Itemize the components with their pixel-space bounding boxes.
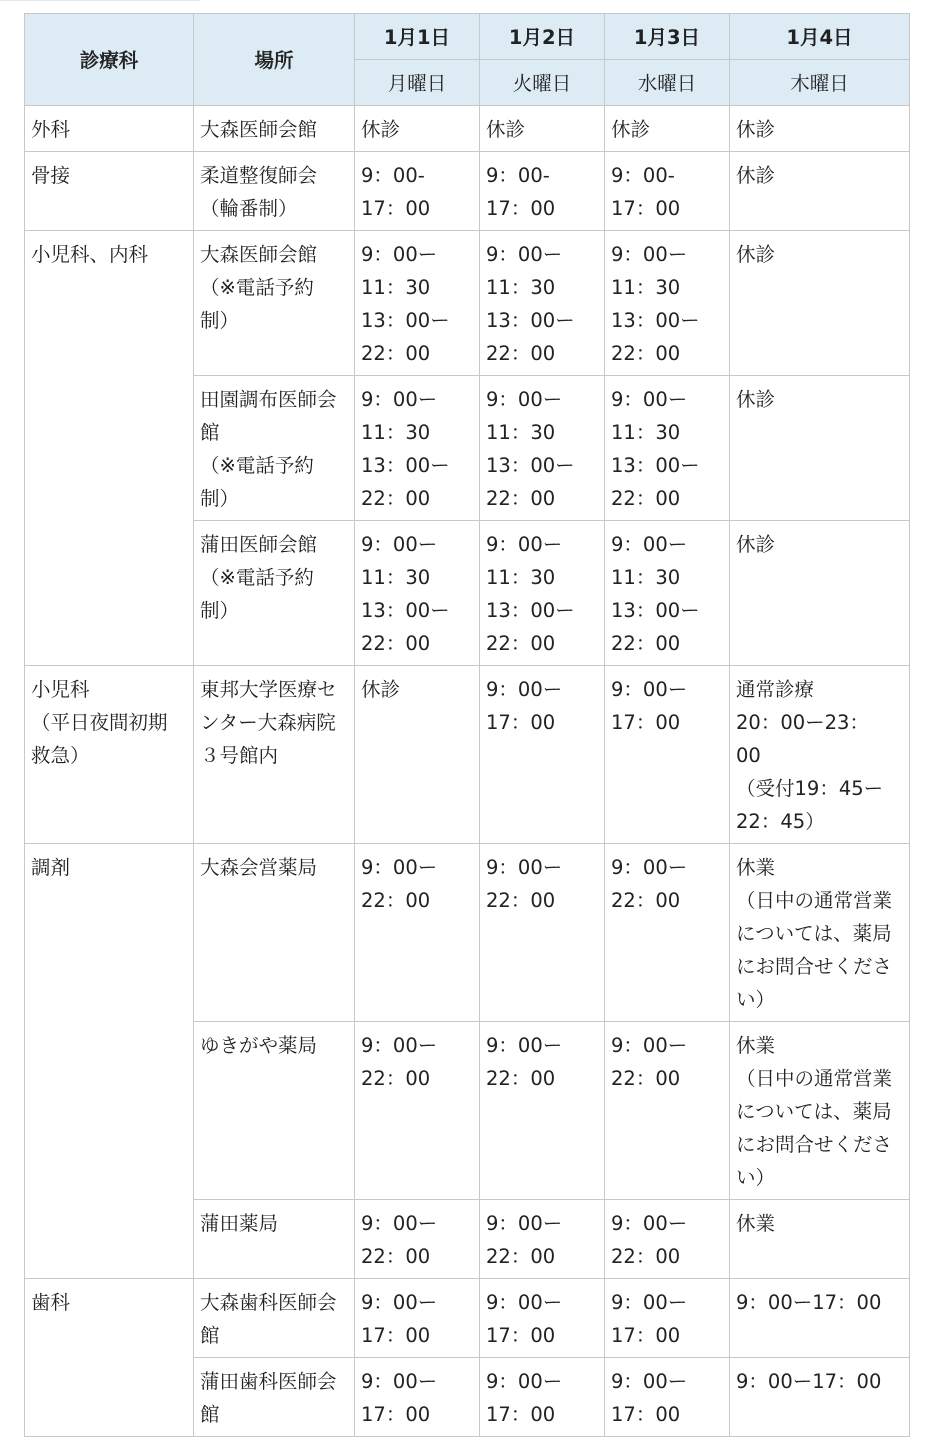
hours-cell-day2: 9：00ー 11：30 13：00ー 22：00 <box>480 521 605 666</box>
hours-cell-day4: 休診 <box>730 152 910 231</box>
hours-cell-day2: 9：00ー 22：00 <box>480 1200 605 1279</box>
place-cell: 蒲田医師会館 （※電話予約 制） <box>194 521 355 666</box>
header-row-dates <box>25 14 910 60</box>
dept-cell: 骨接 <box>25 152 194 231</box>
hours-cell-day1: 9：00ー 11：30 13：00ー 22：00 <box>355 521 480 666</box>
hours-cell-day3: 9：00ー 22：00 <box>605 1200 730 1279</box>
hours-cell-day3: 9：00ー 17：00 <box>605 666 730 844</box>
hours-cell-day3: 9：00ー 17：00 <box>605 1279 730 1358</box>
hours-cell-day2: 9：00ー 22：00 <box>480 1022 605 1200</box>
dept-cell: 外科 <box>25 106 194 152</box>
hours-cell-day3: 9：00ー 22：00 <box>605 844 730 1022</box>
date-header-3: 1月3日 <box>605 14 730 60</box>
hours-cell-day2: 9：00- 17：00 <box>480 152 605 231</box>
hours-cell-day3: 9：00- 17：00 <box>605 152 730 231</box>
dept-cell: 小児科 （平日夜間初期 救急） <box>25 666 194 844</box>
hours-cell-day4: 通常診療 20：00ー23： 00 （受付19：45ー 22：45） <box>730 666 910 844</box>
date-header-4: 1月4日 <box>730 14 910 60</box>
day-header-4: 木曜日 <box>730 60 910 106</box>
hours-cell-day2: 9：00ー 11：30 13：00ー 22：00 <box>480 376 605 521</box>
hours-cell-day4: 休業 <box>730 1200 910 1279</box>
hours-cell-day4: 休業 （日中の通常営業 については、薬局 にお問合せくださ い） <box>730 1022 910 1200</box>
table-row <box>25 231 910 376</box>
dept-column-header: 診療科 <box>25 14 194 106</box>
hours-cell-day1: 9：00ー 11：30 13：00ー 22：00 <box>355 376 480 521</box>
hours-cell-day4: 休診 <box>730 376 910 521</box>
hours-cell-day4: 9：00ー17：00 <box>730 1279 910 1358</box>
date-header-1: 1月1日 <box>355 14 480 60</box>
hours-cell-day4: 9：00ー17：00 <box>730 1358 910 1437</box>
table-row <box>25 1279 910 1358</box>
hours-cell-day2: 9：00ー 22：00 <box>480 844 605 1022</box>
table-row <box>25 152 910 231</box>
day-header-3: 水曜日 <box>605 60 730 106</box>
place-cell: 大森医師会館 <box>194 106 355 152</box>
hours-cell-day1: 9：00ー 22：00 <box>355 1200 480 1279</box>
hours-cell-day1: 9：00ー 17：00 <box>355 1358 480 1437</box>
hours-cell-day1: 9：00ー 17：00 <box>355 1279 480 1358</box>
hours-cell-day1: 9：00ー 22：00 <box>355 1022 480 1200</box>
hours-cell-day4: 休診 <box>730 231 910 376</box>
hours-cell-day3: 9：00ー 11：30 13：00ー 22：00 <box>605 521 730 666</box>
place-cell: 蒲田薬局 <box>194 1200 355 1279</box>
hours-cell-day3: 9：00ー 22：00 <box>605 1022 730 1200</box>
hours-cell-day3: 9：00ー 17：00 <box>605 1358 730 1437</box>
date-header-2: 1月2日 <box>480 14 605 60</box>
dept-cell: 調剤 <box>25 844 194 1279</box>
table-row <box>25 666 910 844</box>
hours-cell-day3: 休診 <box>605 106 730 152</box>
table-row <box>25 106 910 152</box>
hours-cell-day2: 9：00ー 17：00 <box>480 1358 605 1437</box>
place-cell: 田園調布医師会 館 （※電話予約 制） <box>194 376 355 521</box>
dept-cell: 歯科 <box>25 1279 194 1437</box>
top-divider <box>0 0 200 4</box>
dept-cell: 小児科、内科 <box>25 231 194 666</box>
hours-cell-day2: 休診 <box>480 106 605 152</box>
hours-cell-day1: 休診 <box>355 106 480 152</box>
hours-cell-day3: 9：00ー 11：30 13：00ー 22：00 <box>605 376 730 521</box>
hours-cell-day1: 9：00- 17：00 <box>355 152 480 231</box>
hours-cell-day4: 休診 <box>730 521 910 666</box>
day-header-1: 月曜日 <box>355 60 480 106</box>
table-row <box>25 844 910 1022</box>
hours-cell-day2: 9：00ー 11：30 13：00ー 22：00 <box>480 231 605 376</box>
place-cell: 大森医師会館 （※電話予約 制） <box>194 231 355 376</box>
place-cell: 柔道整復師会 （輪番制） <box>194 152 355 231</box>
place-cell: 東邦大学医療セ ンター大森病院 ３号館内 <box>194 666 355 844</box>
place-cell: 蒲田歯科医師会 館 <box>194 1358 355 1437</box>
holiday-clinic-schedule-table <box>24 13 910 1437</box>
place-cell: ゆきがや薬局 <box>194 1022 355 1200</box>
place-cell: 大森歯科医師会 館 <box>194 1279 355 1358</box>
hours-cell-day3: 9：00ー 11：30 13：00ー 22：00 <box>605 231 730 376</box>
hours-cell-day1: 休診 <box>355 666 480 844</box>
hours-cell-day4: 休診 <box>730 106 910 152</box>
hours-cell-day2: 9：00ー 17：00 <box>480 666 605 844</box>
hours-cell-day4: 休業 （日中の通常営業 については、薬局 にお問合せくださ い） <box>730 844 910 1022</box>
day-header-2: 火曜日 <box>480 60 605 106</box>
place-column-header: 場所 <box>194 14 355 106</box>
place-cell: 大森会営薬局 <box>194 844 355 1022</box>
hours-cell-day2: 9：00ー 17：00 <box>480 1279 605 1358</box>
hours-cell-day1: 9：00ー 22：00 <box>355 844 480 1022</box>
hours-cell-day1: 9：00ー 11：30 13：00ー 22：00 <box>355 231 480 376</box>
